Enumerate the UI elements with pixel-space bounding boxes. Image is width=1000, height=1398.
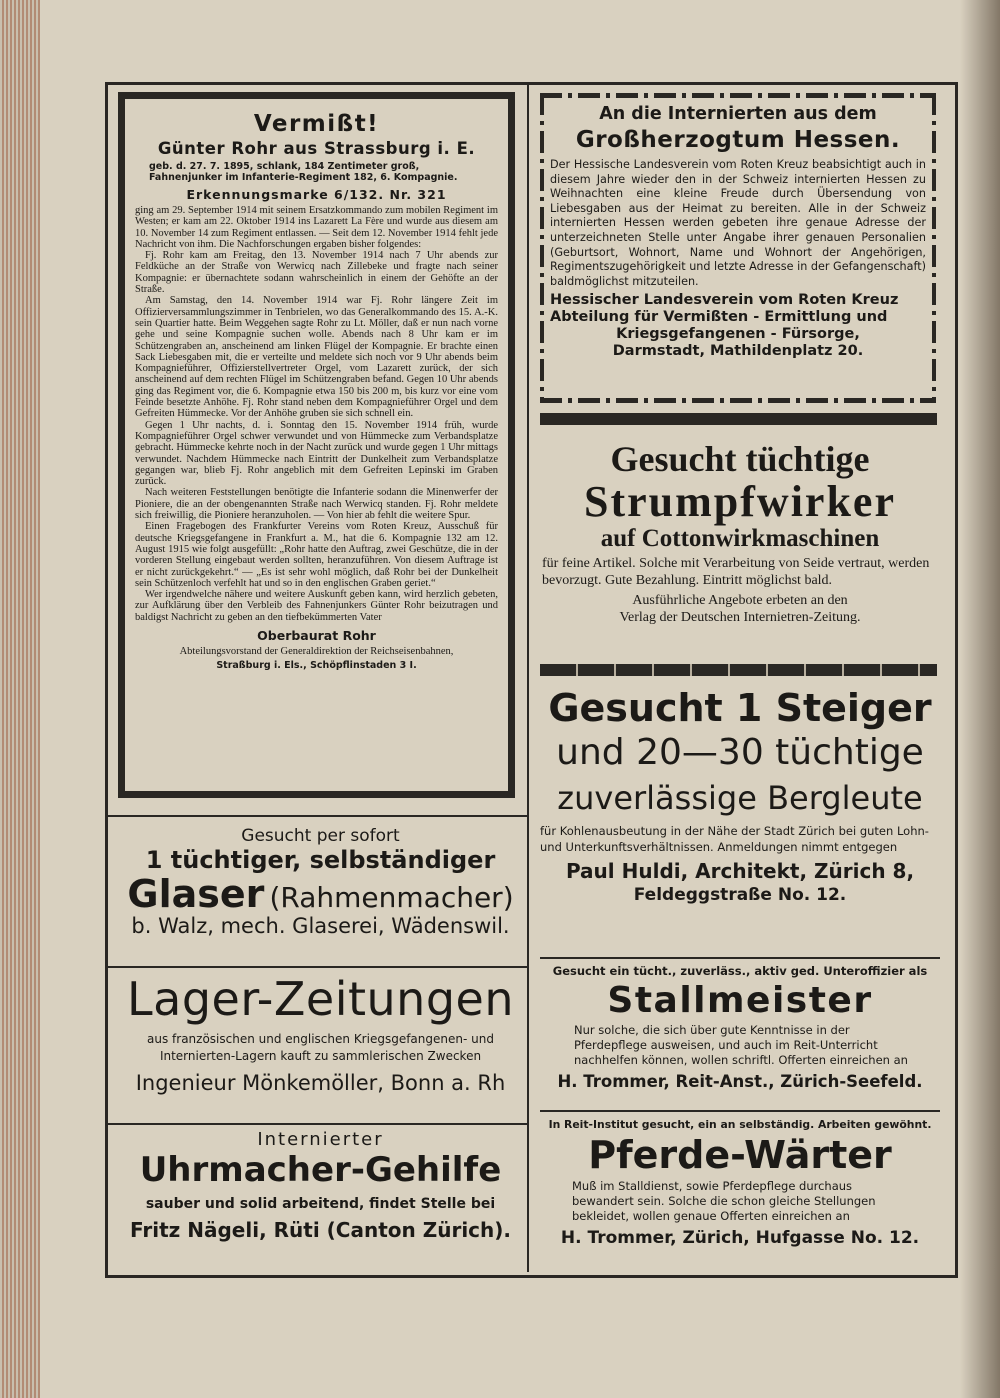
divider-rule: [540, 1110, 940, 1112]
lager-title: Lager-Zeitungen: [127, 972, 514, 1026]
divider-rule: [108, 1123, 527, 1125]
strumpf-body: für feine Artikel. Solche mit Verarbeitung von Seide vertraut, werden bevorzugt. Gute Bezahlung. Eintritt möglichst bald.: [542, 556, 930, 588]
lager-body1: aus französischen und englischen Kriegsgefangenen- und: [147, 1032, 494, 1046]
vermisst-headline: Vermißt!: [253, 111, 380, 137]
vermisst-name: Günter Rohr aus Strassburg i. E.: [157, 139, 476, 158]
steiger-address: Feldeggstraße No. 12.: [633, 885, 847, 905]
steiger-ad: [540, 680, 940, 955]
stallmeister-signature: H. Trommer, Reit-Anst., Zürich-Seefeld.: [557, 1072, 923, 1091]
uhrmacher-line1: Internierter: [257, 1129, 384, 1150]
hessen-signature4: Darmstadt, Mathildenplatz 20.: [612, 343, 864, 360]
strumpf-line1: Gesucht tüchtige: [610, 439, 870, 479]
steiger-body: für Kohlenausbeutung in der Nähe der Stadt Zürich bei guten Lohn- und Unterkunftsverhältnissen. Anmeldungen nimmt entgegen: [540, 824, 929, 854]
vermisst-paragraph: Am Samstag, den 14. November 1914 war Fj. Rohr längere Zeit im Offizierversammlungszimmer in Tenbrielen, wo das Generalkommando des 15. A.-K. sein Quartier hatte. Beim Weggehen sagte Rohr zu Lt. Möller, daß er nun nach vorne gehe und seine Kompagnie suchen wolle. Abends nach 8 Uhr kam er im Schützengraben an, anscheinend am linken Flügel der Kompagnie. Er brachte einen Sack Liebesgaben mit, die er verteilte und meldete sich noch vor 9 Uhr abends beim Kompagnieführer, Offizierstellvertreter Orgel, vom Lazarett zurück, der sich anscheinend auf dem rechten Flügel im Schützengraben befand. Gegen 10 Uhr abends ging das Regiment vor, die 6. Kompagnie etwa 150 bis 200 m, bis kurz vor eine vom Feinde besetzte Anhöhe. Fj. Rohr stand neben dem Kompagnieführer Orgel und dem Gefreiten Hümmecke. Vor der Anhöhe gruben sie sich schnell ein.: [135, 295, 498, 420]
stallmeister-line1: Gesucht ein tücht., zuverläss., aktiv ged. Unteroffizier als: [552, 964, 928, 978]
vermisst-details: geb. d. 27. 7. 1895, schlank, 184 Zentimeter groß, Fahnenjunker im Infanterie-Regiment 182, 6. Kompagnie.: [149, 161, 458, 183]
steiger-line3: zuverlässige Bergleute: [557, 779, 923, 817]
uhrmacher-body: sauber und solid arbeitend, findet Stelle bei: [145, 1196, 496, 1212]
steiger-signature: Paul Huldi, Architekt, Zürich 8,: [565, 859, 915, 883]
page-shadow: [960, 0, 1000, 1398]
hessen-signature1: Hessischer Landesverein vom Roten Kreuz: [550, 292, 899, 309]
strumpf-line2: Strumpfwirker: [584, 477, 896, 526]
hessen-title2: Großherzogtum Hessen.: [575, 127, 901, 153]
hessen-signature2: Abteilung für Vermißten - Ermittlung und: [550, 309, 888, 326]
glaser-title: Glaser: [127, 872, 265, 916]
vermisst-paragraph: Gegen 1 Uhr nachts, d. i. Sonntag den 15. November 1914 früh, wurde Kompagnieführer Orgel schwer verwundet und von Hümmecke zum Verbandsplatze gebracht. Hümmecke kehrte noch in der Nacht zurück und wurde gegen 1 Uhr mittags verwundet. Nachdem Hümmecke nach Eintritt der Dunkelheit zum Verbandsplatze gegangen war, blieb Fj. Rohr angeblich mit dem Gefreiten Lepinski im Graben zurück.: [135, 419, 498, 488]
uhrmacher-title: Uhrmacher-Gehilfe: [139, 1150, 502, 1190]
stallmeister-title: Stallmeister: [607, 980, 873, 1021]
divider-rule: [108, 815, 527, 817]
divider-bar: [540, 413, 937, 425]
divider-bar: [540, 664, 937, 676]
vermisst-paragraph: ging am 29. September 1914 mit seinem Ersatzkommando zum mobilen Regiment im Westen; er kam am 22. Oktober 1914 ins Lazarett La Fère und wurde aus diesem am 10. November 14 zum Regiment entlassen. — Seit dem 12. November 1914 fehlt jede Nachricht von ihm. Die Nachforschungen ergaben bisher folgendes:: [135, 205, 498, 250]
dashed-border: [540, 398, 936, 403]
dashed-border: [540, 93, 936, 98]
vermisst-paragraph: Fj. Rohr kam am Freitag, den 13. November 1914 nach 7 Uhr abends zur Feldküche an der Straße von Werwicq nach Zillebeke und fragte nach seiner Kompagnie: er übernachtete sodann wahrscheinlich in einem der Gehöfte an der Straße.: [135, 250, 498, 296]
glaser-ad: [118, 822, 523, 964]
pferde-signature: H. Trommer, Zürich, Hufgasse No. 12.: [560, 1228, 920, 1248]
lager-body2: Internierten-Lagern kauft zu sammlerischen Zwecken: [159, 1049, 482, 1063]
vermisst-paragraph: Wer irgendwelche nähere und weitere Auskunft geben kann, wird herzlich gebeten, zur Aufklärung über den Verbleib des Fahnenjunkers Günter Rohr beizutragen und baldigst Nachricht zu geben an den tiefbekümmerten Vater: [135, 589, 498, 623]
strumpfwirker-ad: [540, 432, 940, 657]
vermisst-signer: Oberbaurat Rohr: [257, 627, 376, 643]
pferde-body: Muß im Stalldienst, sowie Pferdepflege durchaus bewandert sein. Solche die schon gleiche Stellungen bekleidet, wollen genaue Offerten einreichen an: [572, 1179, 876, 1223]
uhrmacher-ad: [118, 1126, 523, 1268]
pferde-line1: In Reit-Institut gesucht, ein an selbständig. Arbeiten gewöhnt.: [548, 1118, 932, 1131]
steiger-line2: und 20—30 tüchtige: [556, 732, 924, 773]
vermisst-signer-address: Straßburg i. Els., Schöpflinstaden 3 I.: [216, 659, 417, 671]
column-divider: [527, 84, 529, 1272]
divider-rule: [540, 957, 940, 959]
lager-signature: Ingenieur Mönkemöller, Bonn a. Rh: [135, 1071, 506, 1095]
pferdewaerter-ad: [540, 1114, 940, 1269]
vermisst-paragraph: Nach weiteren Feststellungen benötigte die Infanterie sodann die Minenwerfer der Pioniere, die an der obengenannten Straße nach Werwicq standen. Fj. Rohr meldete sich freiwillig, die Pioniere heranzuholen. — Von hier ab fehlt die weitere Spur.: [135, 487, 498, 522]
vermisst-marke: Erkennungsmarke 6/132. Nr. 321: [186, 187, 447, 202]
hessen-body: Der Hessische Landesverein vom Roten Kreuz beabsichtigt auch in diesem Jahre wieder den in der Schweiz internierten Hessen zu Weihnachten eine kleine Freude durch Übersendung von Liebesgaben aus der Heimat zu bereiten. Alle in der Schweiz internierten Hessen werden gebeten ihre genaue Adresse der unterzeichneten Stelle unter Angabe ihrer genauen Personalien (Geburtsort, Wohnort, Name und Wohnort der Angehörigen, Regimentszugehörigkeit und letzte Adresse in der Gefangenschaft) baldmöglichst mitzuteilen.: [550, 158, 926, 288]
glaser-line3: [118, 872, 523, 916]
hessen-ad: [550, 102, 926, 394]
vermisst-paragraph: Einen Fragebogen des Frankfurter Vereins vom Roten Kreuz, Ausschuß für deutsche Kriegsgefangene in Frankfurt a. M., hat die 6. Kompagnie 132 am 12. August 1915 wie folgt ausgefüllt: „Rohr hatte den Auftrag, zwei Geschütze, die in der vorderen Stellung eingebaut werden sollten, heranzuführen. Von diesem Auftrage ist er nicht zurückgekehrt.“ — „Es ist sehr wohl möglich, daß Rohr bei der Dunkelheit sein Schützenloch verfehlt hat und so in den englischen Graben geriet.“: [135, 521, 498, 589]
vermisst-body: [135, 205, 498, 623]
hessen-signature3: Kriegsgefangenen - Fürsorge,: [616, 326, 860, 343]
lager-zeitungen-ad: [118, 970, 523, 1123]
uhrmacher-signature: Fritz Nägeli, Rüti (Canton Zürich).: [129, 1218, 511, 1242]
vermisst-ad: [118, 92, 515, 798]
hessen-title1: An die Internierten aus dem: [599, 104, 877, 124]
stallmeister-ad: [540, 960, 940, 1110]
vermisst-signer-title: Abteilungsvorstand der Generaldirektion der Reichseisenbahnen,: [179, 645, 454, 657]
stallmeister-body: Nur solche, die sich über gute Kenntnisse in der Pferdepflege ausweisen, und auch im Reit-Unterricht nachhelfen können, wollen schriftl. Offerten einreichen an: [574, 1023, 908, 1067]
pferde-title: Pferde-Wärter: [588, 1133, 892, 1177]
strumpf-note2: Verlag der Deutschen Internietren-Zeitung.: [619, 610, 861, 625]
dashed-border: [932, 93, 936, 403]
glaser-line4: b. Walz, mech. Glaserei, Wädenswil.: [131, 914, 510, 938]
glaser-line1: Gesucht per sofort: [241, 826, 400, 846]
glaser-line2: 1 tüchtiger, selbständiger: [145, 846, 496, 874]
steiger-line1: Gesucht 1 Steiger: [548, 686, 932, 730]
glaser-subtitle: (Rahmenmacher): [269, 881, 514, 914]
book-spine-edge: [0, 0, 40, 1398]
strumpf-note1: Ausführliche Angebote erbeten an den: [632, 593, 848, 608]
dashed-border: [540, 93, 544, 403]
divider-rule: [108, 966, 527, 968]
strumpf-line3: auf Cottonwirkmaschinen: [600, 525, 880, 552]
